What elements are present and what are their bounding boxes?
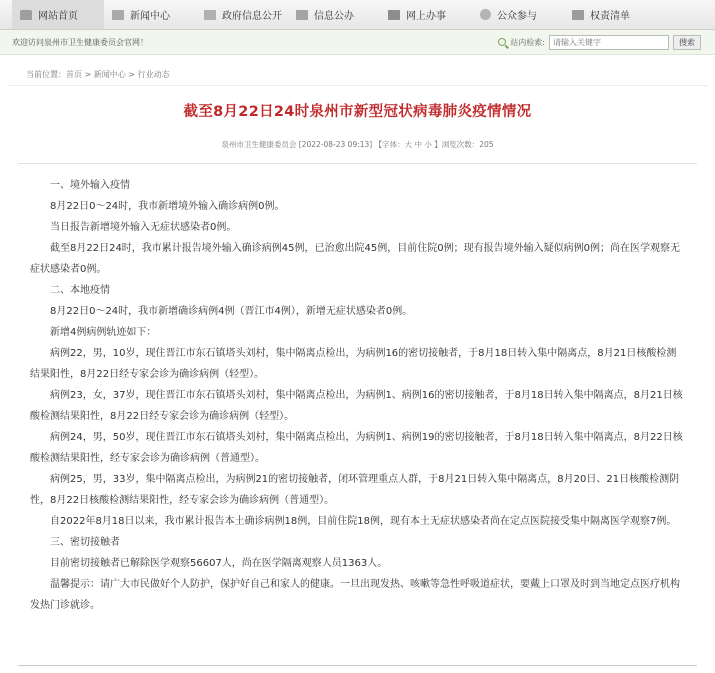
- nav-label: 新闻中心: [130, 11, 170, 22]
- article-title: 截至8月22日24时泉州市新型冠状病毒肺炎疫情情况: [183, 104, 532, 120]
- search-label: 站内检索:: [510, 37, 545, 47]
- nav-item-gov-info[interactable]: [196, 0, 288, 29]
- paragraph: 新增4例病例轨迹如下：: [50, 327, 157, 338]
- nav-label: 网上办事: [406, 11, 446, 22]
- computer-icon: [388, 10, 400, 20]
- nav-item-responsibility-list[interactable]: [564, 0, 656, 29]
- site-search: [498, 35, 701, 50]
- paragraph: 病例23，女，37岁，现住晋江市东石镇塔头刘村，集中隔离点检出，为病例1、病例16的密切接触者，于8月18日转入集中隔离点，8月21日核酸检测结果阳性，8月22日经专家会诊为确诊病例（轻型）。: [30, 390, 683, 422]
- nav-item-home[interactable]: [12, 0, 104, 29]
- breadcrumb: 当前位置：首页 > 新闻中心 > 行业动态: [8, 63, 707, 86]
- paragraph: 目前密切接触者已解除医学观察56607人，尚在医学隔离观察人员1363人。: [50, 558, 388, 569]
- paragraph: 自2022年8月18日以来，我市累计报告本土确诊病例18例，目前住院18例，现有本土无症状感染者尚在定点医院接受集中隔离医学观察7例。: [50, 516, 677, 527]
- nav-item-online-service[interactable]: [380, 0, 472, 29]
- nav-item-mail[interactable]: [288, 0, 380, 29]
- nav-label: 权责清单: [590, 11, 630, 22]
- article-body: [30, 175, 685, 616]
- news-icon: [112, 10, 124, 20]
- paragraph: 三、密切接触者: [50, 537, 120, 548]
- nav-label: 公众参与: [497, 11, 537, 22]
- paragraph: 温馨提示：请广大市民做好个人防护，保护好自己和家人的健康。一旦出现发热、咳嗽等急性呼吸道症状，要戴上口罩及时到当地定点医疗机构发热门诊就诊。: [30, 579, 680, 611]
- paragraph: 8月22日0～24时，我市新增确诊病例4例（晋江市4例），新增无症状感染者0例。: [50, 306, 413, 317]
- document-icon: [204, 10, 216, 20]
- welcome-bar: [0, 30, 715, 55]
- divider: [18, 163, 697, 164]
- nav-label: 信息公办: [314, 11, 354, 22]
- paragraph: 8月22日0～24时，我市新增境外输入确诊病例0例。: [50, 201, 285, 212]
- search-button[interactable]: 搜索: [673, 35, 701, 50]
- welcome-text: 欢迎访问泉州市卫生健康委员会官网！: [12, 37, 148, 47]
- nav-item-participation[interactable]: [472, 0, 564, 29]
- paragraph: 当日报告新增境外输入无症状感染者0例。: [50, 222, 237, 233]
- nav-item-news[interactable]: [104, 0, 196, 29]
- paragraph: 病例24，男，50岁，现住晋江市东石镇塔头刘村，集中隔离点检出，为病例1、病例19的密切接触者，于8月18日转入集中隔离点，8月22日核酸检测结果阳性，经专家会诊为确诊病例（普通型）。: [30, 432, 683, 464]
- paragraph: 一、境外输入疫情: [50, 180, 130, 191]
- article: [18, 100, 697, 616]
- paragraph: 截至8月22日24时，我市累计报告境外输入确诊病例45例，已治愈出院45例，目前住院0例；现有报告境外输入疑似病例0例；尚在医学观察无症状感染者0例。: [30, 243, 680, 275]
- paragraph: 二、本地疫情: [50, 285, 110, 296]
- mail-icon: [296, 10, 308, 20]
- nav-label: 网站首页: [38, 11, 78, 22]
- paragraph: 病例25，男，33岁，集中隔离点检出，为病例21的密切接触者，闭环管理重点人群，于8月21日转入集中隔离点，8月20日、21日核酸检测阴性，8月22日核酸检测结果阳性，经专家会诊为确诊病例（普通型）。: [30, 474, 680, 506]
- home-icon: [20, 10, 32, 20]
- bottom-divider: [18, 665, 697, 666]
- article-meta: 泉州市卫生健康委员会 [2022-08-23 09:13] 【字体：大 中 小 】浏览次数：205: [221, 140, 494, 149]
- top-navigation: [0, 0, 715, 30]
- search-input[interactable]: [549, 35, 669, 50]
- people-icon: [480, 9, 491, 20]
- search-icon: [498, 38, 506, 46]
- paragraph: 病例22，男，10岁，现住晋江市东石镇塔头刘村，集中隔离点检出，为病例16的密切接触者，于8月18日转入集中隔离点，8月21日核酸检测结果阳性，8月22日经专家会诊为确诊病例（轻型）。: [30, 348, 677, 380]
- nav-label: 政府信息公开: [222, 11, 282, 22]
- list-icon: [572, 10, 584, 20]
